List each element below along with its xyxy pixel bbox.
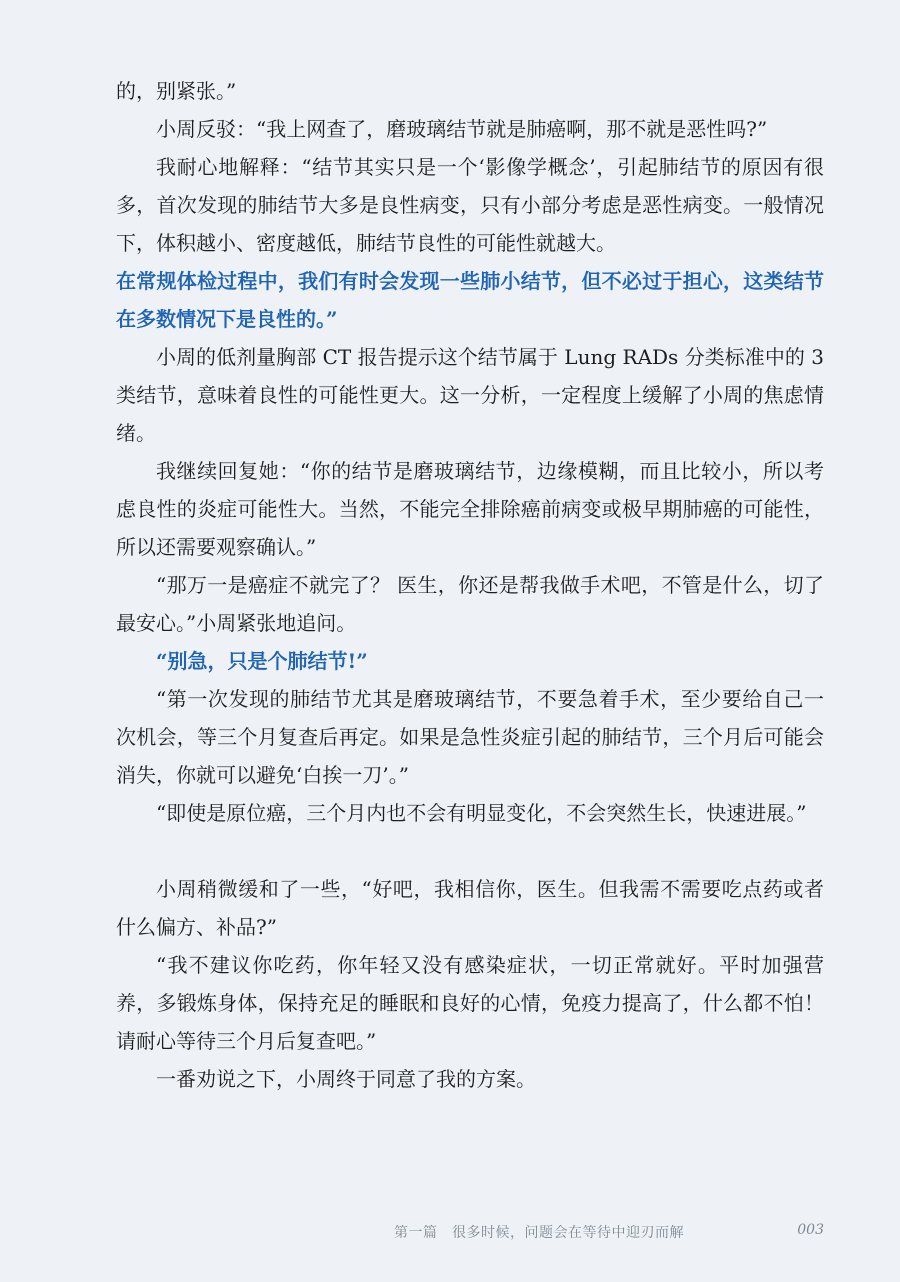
paragraph-6: “那万一是癌症不就完了？ 医生，你还是帮我做手术吧，不管是什么，切了最安心。”小周紧张地追问。: [116, 573, 824, 635]
paragraph-11: 一番劝说之下，小周终于同意了我的方案。: [156, 1067, 536, 1091]
paragraph-10: “我不建议你吃药，你年轻又没有感染症状，一切正常就好。平时加强营养，多锻炼身体，保持充足的睡眠和良好的心情，免疫力提高了，什么都不怕！请耐心等待三个月后复查吧。”: [116, 953, 824, 1053]
paragraph-8: “即使是原位癌，三个月内也不会有明显变化，不会突然生长，快速进展。”: [156, 801, 807, 825]
paragraph-5: 我继续回复她：“你的结节是磨玻璃结节，边缘模糊，而且比较小，所以考虑良性的炎症可能性大。当然，不能完全排除癌前病变或极早期肺癌的可能性，所以还需要观察确认。”: [116, 459, 824, 559]
paragraph-4: 小周的低剂量胸部 CT 报告提示这个结节属于 Lung RADs 分类标准中的 3 类结节，意味着良性的可能性更大。这一分析，一定程度上缓解了小周的焦虑情绪。: [116, 345, 824, 445]
paragraph-7: “第一次发现的肺结节尤其是磨玻璃结节，不要急着手术，至少要给自己一次机会，等三个月复查后再定。如果是急性炎症引起的肺结节，三个月后可能会消失，你就可以避免‘白挨一刀’。”: [116, 687, 824, 787]
paragraph-2: 小周反驳：“我上网查了，磨玻璃结节就是肺癌啊，那不就是恶性吗?”: [156, 117, 768, 141]
page-footer: [116, 1218, 824, 1244]
highlighted-paragraph-2: “别急，只是个肺结节!”: [156, 649, 368, 673]
paragraph-1: 的，别紧张。”: [116, 79, 237, 103]
paragraph-3: 我耐心地解释：“结节其实只是一个‘影像学概念’，引起肺结节的原因有很多，首次发现的肺结节大多是良性病变，只有小部分考虑是恶性病变。一般情况下，体积越小、密度越低，肺结节良性的可能性就越大。: [116, 155, 824, 255]
page-number: 003: [797, 1222, 824, 1238]
paragraph-9: 小周稍微缓和了一些，“好吧，我相信你，医生。但我需不需要吃点药或者什么偏方、补品?”: [116, 877, 824, 939]
highlighted-paragraph-1: 在常规体检过程中，我们有时会发现一些肺小结节，但不必过于担心，这类结节在多数情况下是良性的。”: [116, 269, 824, 331]
running-footer-title: 第一篇 很多时候，问题会在等待中迎刃而解: [394, 1225, 684, 1241]
page-body: [116, 72, 824, 1098]
